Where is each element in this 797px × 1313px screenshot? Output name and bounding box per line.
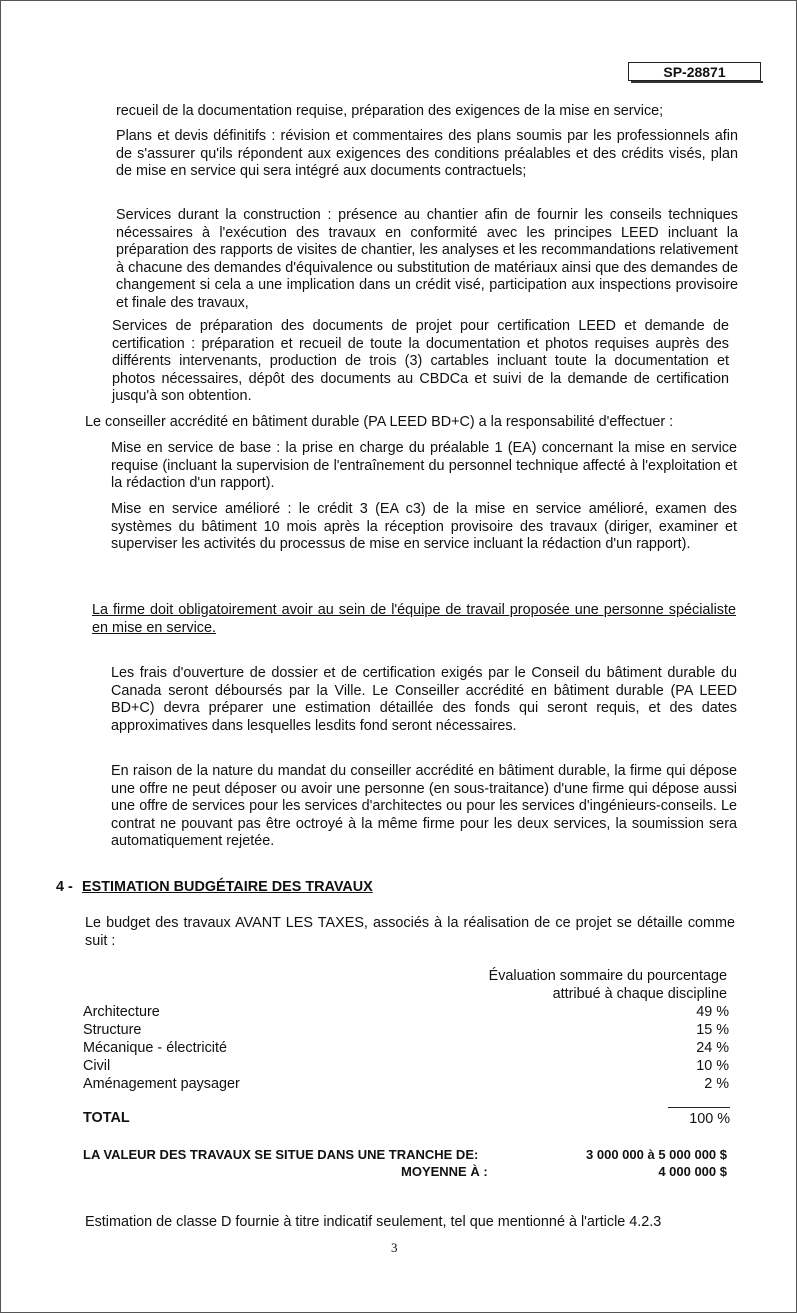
discipline-percentage: 24 %: [696, 1040, 729, 1056]
paragraph-plans-devis: Plans et devis définitifs : révision et commentaires des plans soumis par les professionnels afin de s'assurer qu'ils répondent aux exigences des conditions préalables et des crédits visés, plan de mise en service qui sera intégré aux documents contractuels;: [116, 128, 738, 180]
discipline-name: Architecture: [83, 1004, 160, 1020]
paragraph-documentation: recueil de la documentation requise, préparation des exigences de la mise en service;: [116, 103, 664, 119]
total-rule: [668, 1107, 730, 1108]
discipline-name: Mécanique - électricité: [83, 1040, 227, 1056]
discipline-row: [83, 1004, 729, 1022]
range-label: LA VALEUR DES TRAVAUX SE SITUE DANS UNE TRANCHE DE:: [83, 1147, 479, 1162]
discipline-percentage: 2 %: [704, 1076, 729, 1092]
paragraph-mise-en-service-base: Mise en service de base : la prise en charge du préalable 1 (EA) concernant la mise en service requise (incluant la supervision de l'entraînement du personnel technique affecté à l'exploitation et la rédaction d'un rapport).: [111, 440, 737, 492]
paragraph-certification-leed: Services de préparation des documents de projet pour certification LEED et demande de certification : préparation et recueil de toute la documentation et photos requises auprès des différents intervenants, production de trois (3) cartables incluant toute la documentation et photos nécessaires, dépôt des documents au CBDCa et suivi de la demande de certification jusqu'à son obtention.: [112, 318, 729, 405]
estimation-note: Estimation de classe D fournie à titre indicatif seulement, tel que mentionné à l'article 4.2.3: [85, 1214, 662, 1230]
paragraph-mise-en-service-ameliore: Mise en service amélioré : le crédit 3 (EA c3) de la mise en service amélioré, examen des systèmes du bâtiment 10 mois après la réception provisoire des travaux (diriger, examiner et superviser les activités du processus de mise en service incluant la rédaction d'un rapport).: [111, 501, 737, 553]
discipline-percentage: 10 %: [696, 1058, 729, 1074]
paragraph-frais-certification: Les frais d'ouverture de dossier et de certification exigés par le Conseil du bâtiment durable du Canada seront déboursés par la Ville. Le Conseiller accrédité en bâtiment durable (PA LEED BD+C) devra préparer une estimation détaillée des fonds qui seront requis, et des dates approximatives dans lesquelles lesdits fond seront nécessaires.: [111, 665, 737, 734]
discipline-row: [83, 1022, 729, 1040]
section-title: ESTIMATION BUDGÉTAIRE DES TRAVAUX: [82, 879, 373, 895]
total-row: [83, 1110, 730, 1128]
paragraph-conseiller-responsabilite: Le conseiller accrédité en bâtiment durable (PA LEED BD+C) a la responsabilité d'effectuer :: [85, 414, 674, 430]
range-value: 3 000 000 à 5 000 000 $: [586, 1147, 727, 1162]
section-heading: [56, 879, 373, 897]
total-label: TOTAL: [83, 1110, 130, 1126]
paragraph-conflit-interets: En raison de la nature du mandat du conseiller accrédité en bâtiment durable, la firme qui dépose une offre ne peut déposer ou avoir une personne (en sous-traitance) d'une firme qui dépose aussi une offre de services pour les services d'architectes ou pour les services d'ingénieurs-conseils. Le contrat ne pouvant pas être octroyé à la même firme pour les deux services, la soumission sera automatiquement rejetée.: [111, 763, 737, 850]
discipline-percentage: 15 %: [696, 1022, 729, 1038]
paragraph-services-construction: Services durant la construction : présence au chantier afin de fournir les conseils techniques nécessaires à l'exécution des travaux en conformité avec les principes LEED incluant la préparation des rapports de visites de chantier, les analyses et les recommandations relativement à chacune des demandes d'équivalence ou substitution de matériaux ainsi que des demandes de changement si cela a une implication dans un crédit visé, participation aux inspections provisoire et finale des travaux,: [116, 207, 738, 311]
paragraph-exigence-specialiste: La firme doit obligatoirement avoir au sein de l'équipe de travail proposée une personne spécialiste en mise en service.: [92, 602, 736, 636]
average-label: MOYENNE À :: [401, 1164, 488, 1179]
evaluation-header: Évaluation sommaire du pourcentage attribué à chaque discipline: [488, 968, 727, 1002]
document-reference: SP-28871: [628, 62, 761, 81]
discipline-name: Civil: [83, 1058, 111, 1074]
section-number: 4 -: [56, 879, 73, 895]
discipline-name: Structure: [83, 1022, 142, 1038]
budget-intro: Le budget des travaux AVANT LES TAXES, associés à la réalisation de ce projet se détaille comme suit :: [85, 915, 735, 949]
page-number: 3: [391, 1240, 398, 1255]
discipline-name: Aménagement paysager: [83, 1076, 240, 1092]
discipline-row: [83, 1076, 729, 1094]
total-percentage: 100 %: [689, 1111, 730, 1127]
discipline-row: [83, 1040, 729, 1058]
average-value: 4 000 000 $: [658, 1164, 727, 1179]
discipline-percentage: 49 %: [696, 1004, 729, 1020]
discipline-row: [83, 1058, 729, 1076]
